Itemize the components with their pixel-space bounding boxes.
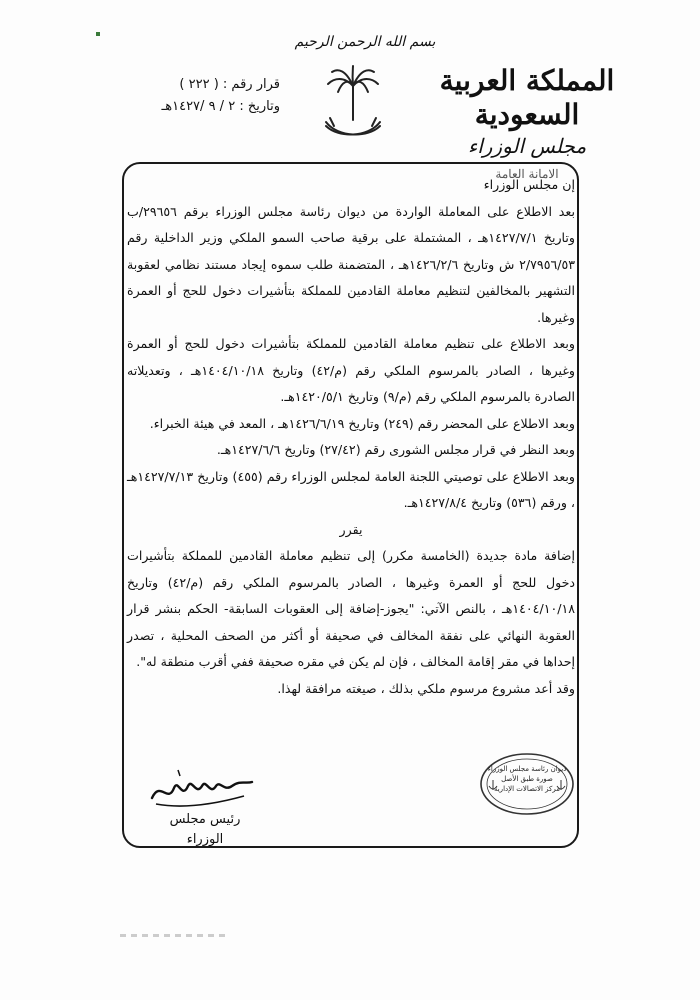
footer-marks [120,922,580,930]
decision-number-row [150,74,280,96]
decision-reference [150,74,280,118]
resolves-heading: يقرر [339,521,363,537]
stamp-text [487,764,567,794]
council-name: مجلس الوزراء [467,134,587,158]
paragraph-regulation: وبعد الاطلاع على تنظيم معاملة القادمين للمملكة بتأشيرات دخول للحج أو العمرة وغيرها ، الصادر بالمرسوم الملكي رقم (م/٤٢) وتاريخ ١٤٠٤/١٠/١٨هـ ، وتعديلاته الصادرة بالمرسوم الملكي رقم (م/٩) وتاريخ ١٤٢٠/٥/١هـ. [127,336,576,404]
corner-mark [96,32,100,36]
kingdom-name: المملكة العربية السعودية [439,64,615,131]
stamp-line-2: صورة طبق الأصل [501,775,553,783]
paragraph-new-article: إضافة مادة جديدة (الخامسة مكرر) إلى تنظيم معاملة القادمين للمملكة بتأشيرات دخول للحج أو العمرة وغيرها ، الصادر بالمرسوم الملكي رقم (م/٤٢) وتاريخ ١٤٠٤/١٠/١٨هـ ، بالنص الآتي: "يجوز-إضافة إلى العقوبات السابقة- الحكم بنشر قرار العقوبة النهائي على نفقة المخالف في صحيفة أو أكثر من الصحف المحلية ، تصدر إحداها في مقر إقامة المخالف ، فإن لم يكن في مقره صحيفة ففي أقرب منطقة له". [127,548,575,669]
paragraph-shura: وبعد النظر في قرار مجلس الشورى رقم (٢٧/٤٢) وتاريخ ١٤٢٧/٦/٦هـ. [216,442,575,457]
paragraph-minutes: وبعد الاطلاع على المحضر رقم (٢٤٩) وتاريخ ١٤٢٦/٦/١٩هـ ، المعد في هيئة الخبراء. [149,415,575,431]
stamp-line-1: ديوان رئاسة مجلس الوزراء [487,765,567,773]
paragraph-committee: وبعد الاطلاع على توصيتي اللجنة العامة لمجلس الوزراء رقم (٤٥٥) وتاريخ ١٤٢٧/٧/١٣هـ ، ورقم (٥٣٦) وتاريخ ١٤٢٧/٨/٤هـ. [127,468,575,510]
secretariat-name: الامانة العامة [495,167,559,181]
date-label: وتاريخ : [239,99,280,114]
paragraph-transaction: بعد الاطلاع على المعاملة الواردة من ديوان رئاسة مجلس الوزراء برقم ٢٩٦٥٦/ب وتاريخ ١٤٢٧/٧/١هـ ، المشتملة على برقية صاحب السمو الملكي وزير الداخلية رقم ٢/٧٩٥٦/٥٣ ش وتاريخ ١٤٢٦/٢/٦هـ ، المتضمنة طلب سموه إيجاد مستند نظامي لعقوبة التشهير بالمخالفين لتنظيم معاملة القادمين للمملكة بتأشيرات دخول للحج أو العمرة وغيرها. [127,203,575,325]
date-value: ٢ / ٩ /١٤٢٧هـ [161,99,236,114]
signatory-title: رئيس مجلس الوزراء [169,812,241,847]
basmala: بسم الله الرحمن الرحيم [294,34,436,50]
stamp-line-3: مركز الاتصالات الإدارية [493,785,560,793]
decision-body [127,172,575,702]
palm-swords-emblem-icon [318,64,388,144]
decision-number: ( ٢٢٢ ) [179,77,219,92]
decision-label: قرار رقم : [222,77,280,92]
opening-line: إن مجلس الوزراء [483,177,575,192]
paragraph-draft-decree: وقد أعد مشروع مرسوم ملكي بذلك ، صيغته مرافقة لهذا. [277,680,575,696]
decision-date-row [150,96,280,118]
